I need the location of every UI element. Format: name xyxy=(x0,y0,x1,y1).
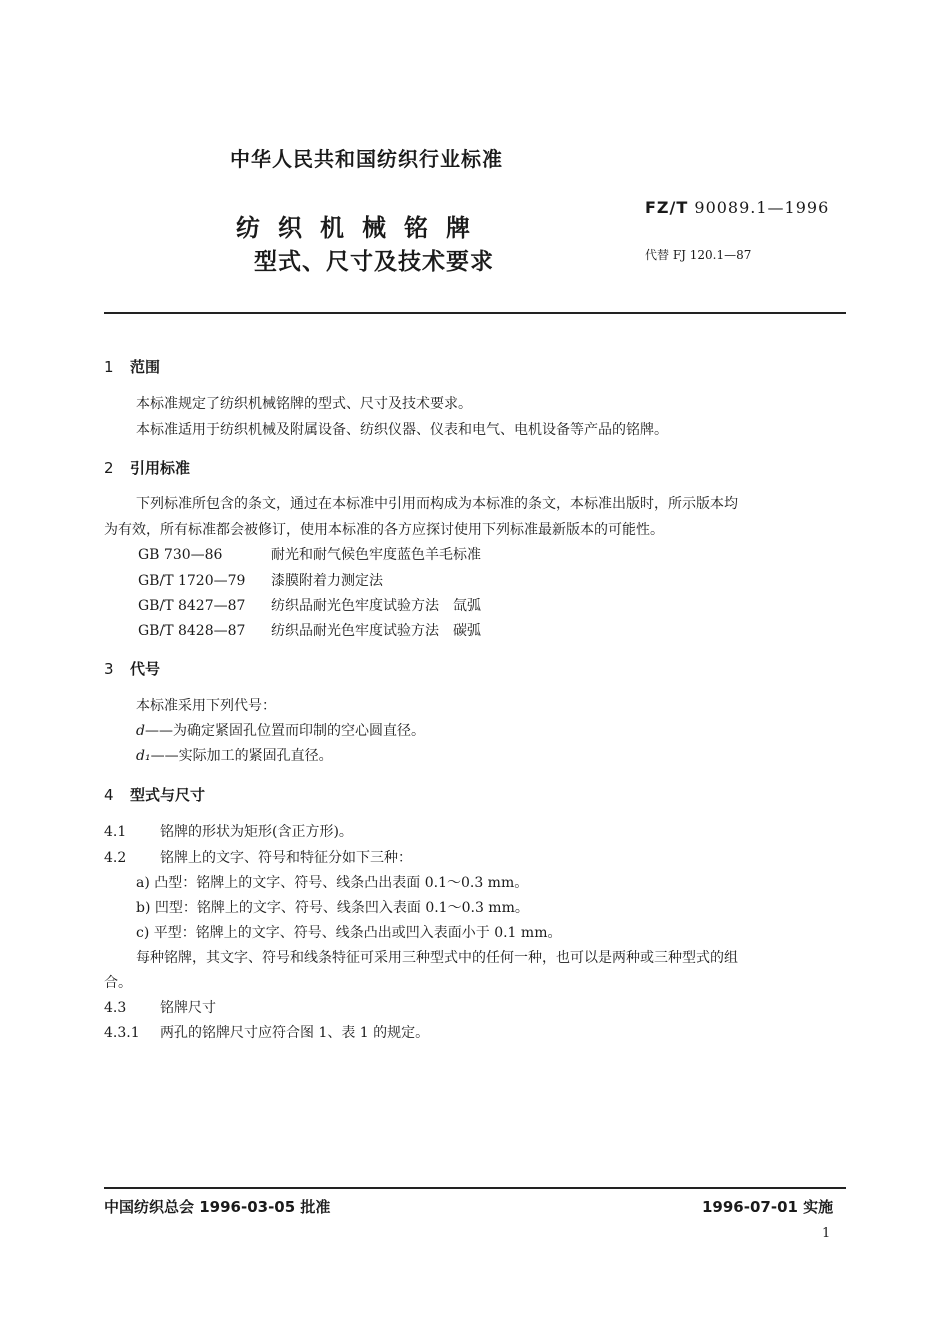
issuing-authority: 中华人民共和国纺织行业标准 xyxy=(230,147,503,171)
standard-code: 90089.1—1996 xyxy=(694,198,830,217)
reference-code: GB/T 8428—87 xyxy=(138,623,246,639)
footer-divider xyxy=(104,1187,846,1189)
paragraph: 下列标准所包含的条文，通过在本标准中引用而构成为本标准的条文，本标准出版时，所示版本均 xyxy=(136,496,738,512)
section-number: 1 xyxy=(104,358,114,376)
paragraph: 本标准规定了纺织机械铭牌的型式、尺寸及技术要求。 xyxy=(136,396,472,412)
reference-standard xyxy=(138,595,481,615)
clause-text: 铭牌尺寸 xyxy=(160,1000,216,1016)
reference-title: 纺织品耐光色牢度试验方法 碳弧 xyxy=(271,623,481,639)
reference-code: GB/T 1720—79 xyxy=(138,573,246,589)
list-item: b) 凹型：铭牌上的文字、符号、线条凹入表面 0.1～0.3 mm。 xyxy=(136,900,529,916)
clause-text: 两孔的铭牌尺寸应符合图 1、表 1 的规定。 xyxy=(160,1025,430,1041)
symbol: d xyxy=(136,723,145,739)
header-divider xyxy=(104,312,846,314)
section-number: 3 xyxy=(104,660,114,678)
symbol-meaning: ——为确定紧固孔位置而印制的空心圆直径。 xyxy=(144,723,425,739)
reference-title: 漆膜附着力测定法 xyxy=(271,573,383,589)
clause-number: 4.3 xyxy=(104,1000,127,1016)
document-title: 纺织机械铭牌 xyxy=(236,214,488,242)
clause-4-3 xyxy=(104,997,216,1017)
reference-code: GB/T 8427—87 xyxy=(138,598,246,614)
clause-number: 4.2 xyxy=(104,850,127,866)
paragraph: 本标准适用于纺织机械及附属设备、纺织仪器、仪表和电气、电机设备等产品的铭牌。 xyxy=(136,422,668,438)
standard-prefix: FZ/T xyxy=(645,198,689,217)
document-subtitle: 型式、尺寸及技术要求 xyxy=(254,249,494,275)
paragraph-continuation: 为有效，所有标准都会被修订，使用本标准的各方应探讨使用下列标准最新版本的可能性。 xyxy=(104,522,664,538)
clause-number: 4.3.1 xyxy=(104,1025,140,1041)
section-title: 范围 xyxy=(130,358,161,376)
standard-number xyxy=(645,198,829,217)
replaces-note: 代替 FJ 120.1—87 xyxy=(645,248,752,262)
reference-title: 耐光和耐气候色牢度蓝色羊毛标准 xyxy=(271,547,481,563)
approval-date: 中国纺织总会 1996-03-05 批准 xyxy=(104,1198,331,1216)
clause-4-3-1 xyxy=(104,1022,429,1042)
reference-standard xyxy=(138,620,481,640)
page-number: 1 xyxy=(822,1226,831,1241)
clause-number: 4.1 xyxy=(104,824,127,840)
reference-standard xyxy=(138,570,383,590)
paragraph-continuation: 合。 xyxy=(104,975,132,991)
clause-4-2 xyxy=(104,847,412,867)
section-number: 2 xyxy=(104,459,114,477)
symbol-definition xyxy=(136,720,425,740)
section-1-heading xyxy=(104,356,160,377)
symbol-meaning: ——实际加工的紧固孔直径。 xyxy=(150,748,333,764)
symbol: d₁ xyxy=(136,748,151,764)
section-title: 引用标准 xyxy=(130,459,191,477)
reference-title: 纺织品耐光色牢度试验方法 氙弧 xyxy=(271,598,481,614)
section-number: 4 xyxy=(104,786,114,804)
list-item: c) 平型：铭牌上的文字、符号、线条凸出或凹入表面小于 0.1 mm。 xyxy=(136,925,562,941)
paragraph: 每种铭牌，其文字、符号和线条特征可采用三种型式中的任何一种，也可以是两种或三种型式的组 xyxy=(136,950,738,966)
clause-4-1 xyxy=(104,821,353,841)
clause-text: 铭牌的形状为矩形(含正方形)。 xyxy=(160,824,353,840)
list-item: a) 凸型：铭牌上的文字、符号、线条凸出表面 0.1～0.3 mm。 xyxy=(136,875,529,891)
clause-text: 铭牌上的文字、符号和特征分如下三种： xyxy=(160,850,412,866)
section-2-heading xyxy=(104,457,190,478)
paragraph: 本标准采用下列代号： xyxy=(136,698,276,714)
reference-code: GB 730—86 xyxy=(138,547,223,563)
reference-standard xyxy=(138,544,481,564)
section-4-heading xyxy=(104,784,205,805)
section-title: 型式与尺寸 xyxy=(130,786,206,804)
section-3-heading xyxy=(104,658,160,679)
symbol-definition xyxy=(136,745,333,765)
effective-date: 1996-07-01 实施 xyxy=(702,1198,834,1216)
section-title: 代号 xyxy=(130,660,161,678)
